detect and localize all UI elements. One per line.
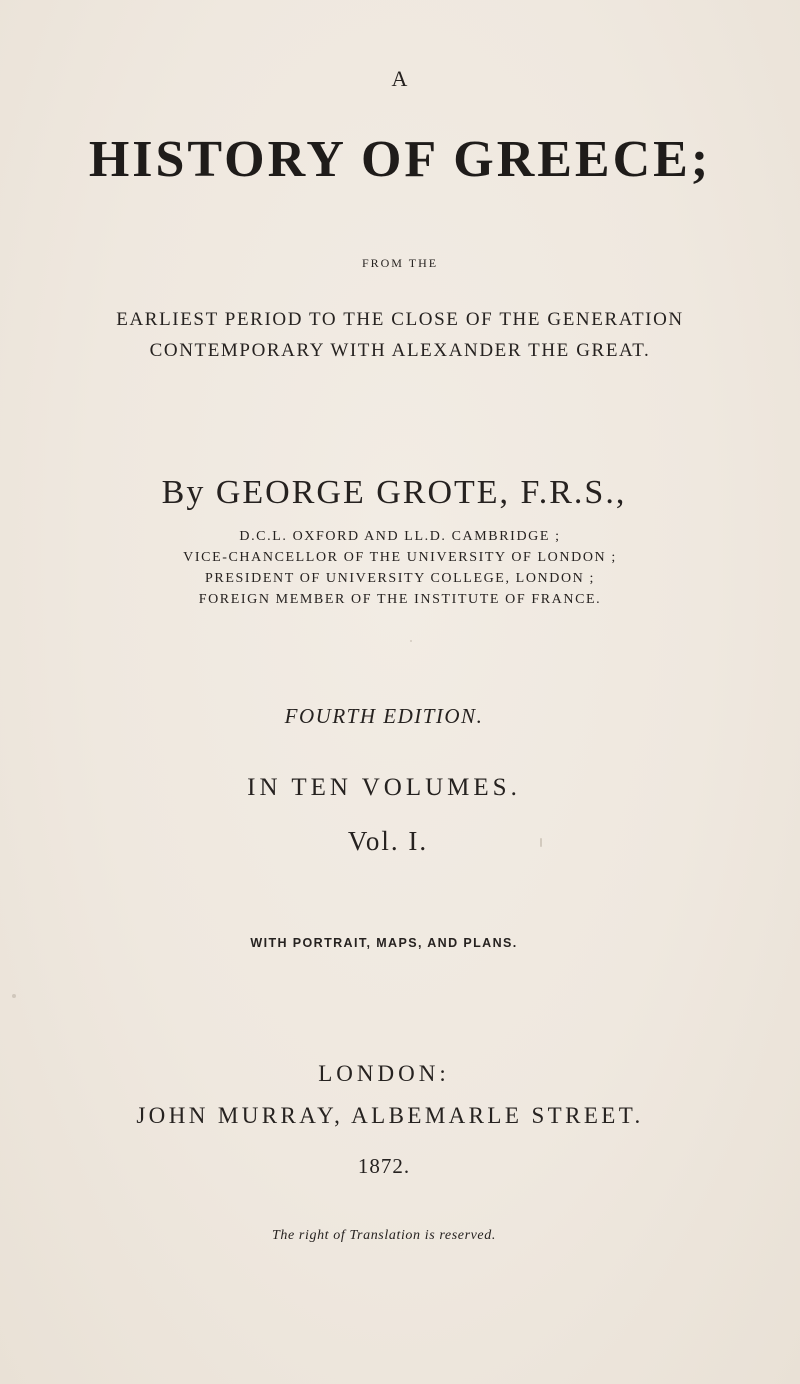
paper-speck — [410, 640, 412, 642]
volume-number: Vol. I. — [347, 826, 429, 856]
illustrations-note: WITH PORTRAIT, MAPS, AND PLANS. — [250, 936, 518, 950]
author-credential: VICE-CHANCELLOR OF THE UNIVERSITY OF LONDON ; — [183, 550, 617, 565]
author-credential: D.C.L. OXFORD AND LL.D. CAMBRIDGE ; — [239, 529, 561, 544]
publisher-name: JOHN MURRAY, ALBEMARLE STREET. — [136, 1103, 644, 1128]
subtitle-line-1: EARLIEST PERIOD TO THE CLOSE OF THE GENERATION — [116, 309, 684, 330]
publication-year: 1872. — [357, 1154, 411, 1178]
author-byline: By GEORGE GROTE, F.R.S., — [161, 474, 627, 511]
volumes-label: IN TEN VOLUMES. — [247, 774, 521, 801]
author-credential: PRESIDENT OF UNIVERSITY COLLEGE, LONDON ; — [205, 571, 595, 586]
paper-speck — [540, 838, 542, 847]
publication-city: LONDON: — [318, 1061, 450, 1086]
from-the-label: FROM THE — [361, 256, 439, 270]
subtitle-line-2: CONTEMPORARY WITH ALEXANDER THE GREAT. — [149, 340, 651, 361]
edition-label: FOURTH EDITION. — [284, 704, 484, 728]
book-title: HISTORY OF GREECE; — [88, 131, 712, 188]
paper-speck — [12, 994, 16, 998]
rights-notice: The right of Translation is reserved. — [272, 1228, 496, 1243]
title-article: A — [391, 66, 409, 91]
author-credential: FOREIGN MEMBER OF THE INSTITUTE OF FRANCE. — [198, 592, 602, 607]
